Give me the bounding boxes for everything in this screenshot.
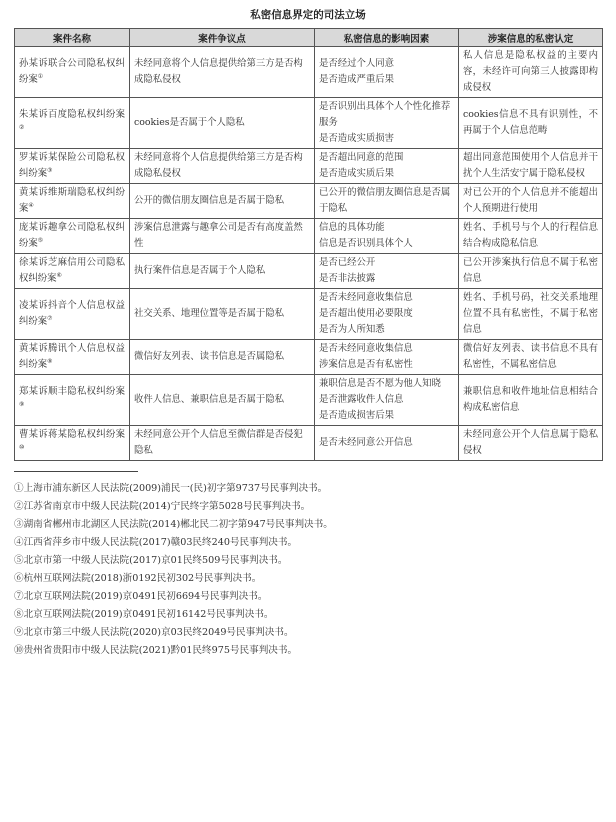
case-finding-cell: [459, 98, 603, 149]
case-issue-cell: [130, 219, 315, 254]
case-finding-cell: [459, 47, 603, 98]
factor-item: 是否未经同意公开信息: [319, 437, 413, 448]
case-name: 郑某诉顺丰隐私权纠纷案: [19, 386, 125, 397]
footnote-item: ②江苏省南京市中级人民法院(2014)宁民终字第5028号民事判决书。: [14, 501, 311, 512]
table-row: [15, 149, 603, 184]
footnote-list: [14, 480, 602, 660]
footnote-item: ④江西省萍乡市中级人民法院(2017)赣03民终240号民事判决书。: [14, 537, 298, 548]
case-finding-cell: [459, 426, 603, 461]
case-footnote-ref: ④: [28, 201, 34, 209]
case-factors-cell: [315, 98, 459, 149]
case-factors-cell: [315, 289, 459, 340]
case-factors-cell: [315, 340, 459, 375]
case-finding: 已公开涉案执行信息不属于私密信息: [463, 257, 598, 284]
case-issue: 收件人信息、兼职信息是否属于隐私: [134, 394, 285, 405]
table-row: [15, 426, 603, 461]
case-issue-cell: [130, 184, 315, 219]
table-header-row: [15, 29, 603, 47]
factor-item: 是否未经同意收集信息: [319, 292, 413, 303]
factor-item: 是否经过个人同意: [319, 58, 395, 69]
case-issue-cell: [130, 254, 315, 289]
header-factors: 私密信息的影响因素: [315, 29, 459, 47]
factor-item: 是否造成损害后果: [319, 410, 395, 421]
case-issue: 公开的微信朋友圈信息是否属于隐私: [134, 195, 285, 206]
case-issue-cell: [130, 375, 315, 426]
case-factors-cell: [315, 254, 459, 289]
case-name-cell: [15, 219, 130, 254]
case-issue: cookies是否属于个人隐私: [134, 117, 245, 128]
table-row: [15, 375, 603, 426]
case-name-cell: [15, 375, 130, 426]
case-issue: 社交关系、地理位置等是否属于隐私: [134, 308, 285, 319]
case-factors-cell: [315, 47, 459, 98]
table-row: [15, 184, 603, 219]
case-issue-cell: [130, 98, 315, 149]
case-finding-cell: [459, 375, 603, 426]
case-finding: 兼职信息和收件地址信息相结合构成私密信息: [463, 386, 598, 413]
case-finding: 对已公开的个人信息并不能超出个人预期进行使用: [463, 187, 598, 214]
factor-item: 信息是否识别具体个人: [319, 238, 413, 249]
footnote-item: ⑨北京市第三中级人民法院(2020)京03民终2049号民事判决书。: [14, 627, 294, 638]
header-finding: 涉案信息的私密认定: [459, 29, 603, 47]
case-footnote-ref: ⑥: [56, 271, 62, 279]
case-issue: 未经同意将个人信息提供给第三方是否构成隐私侵权: [134, 58, 303, 85]
factor-item: 是否识别出具体个人个性化推荐服务: [319, 101, 451, 128]
case-factors-cell: [315, 426, 459, 461]
case-name-cell: [15, 426, 130, 461]
factor-item: 是否超出同意的范围: [319, 152, 404, 163]
case-factors-cell: [315, 184, 459, 219]
factor-item: 是否泄露收件人信息: [319, 394, 404, 405]
case-factors-cell: [315, 149, 459, 184]
footnote-divider: [14, 471, 138, 472]
case-finding: 姓名、手机号与个人的行程信息结合构成隐私信息: [463, 222, 598, 249]
case-factors-cell: [315, 219, 459, 254]
case-finding: 未经同意公开个人信息属于隐私侵权: [463, 429, 598, 456]
case-name: 庞某诉趣拿公司隐私权纠纷案: [19, 222, 125, 249]
factor-item: 是否造成实质后果: [319, 168, 395, 179]
cases-table: [14, 28, 603, 461]
case-finding-cell: [459, 254, 603, 289]
case-issue-cell: [130, 289, 315, 340]
case-name-cell: [15, 340, 130, 375]
case-finding: cookies信息不具有识别性，不再属于个人信息范畴: [463, 109, 598, 136]
case-issue: 未经同意将个人信息提供给第三方是否构成隐私侵权: [134, 152, 303, 179]
footnote-item: ①上海市浦东新区人民法院(2009)浦民一(民)初字第9737号民事判决书。: [14, 483, 328, 494]
case-issue: 涉案信息泄露与趣拿公司是否有高度盖然性: [134, 222, 303, 249]
case-name: 朱某诉百度隐私权纠纷案: [19, 109, 125, 120]
case-finding: 超出同意范围使用个人信息并干扰个人生活安宁属于隐私侵权: [463, 152, 598, 179]
case-footnote-ref: ①: [37, 72, 44, 80]
factor-item: 是否超出使用必要限度: [319, 308, 413, 319]
footnote-item: ⑤北京市第一中级人民法院(2017)京01民终509号民事判决书。: [14, 555, 288, 566]
case-finding: 私人信息是隐私权益的主要内容，未经许可向第三人披露即构成侵权: [463, 50, 598, 93]
case-name: 凌某诉抖音个人信息权益纠纷案: [19, 300, 125, 327]
table-body: [15, 47, 603, 461]
case-footnote-ref: ③: [47, 166, 53, 174]
case-issue: 未经同意公开个人信息至微信群是否侵犯隐私: [134, 429, 303, 456]
factor-item: 是否造成严重后果: [319, 74, 395, 85]
table-row: [15, 47, 603, 98]
case-issue: 执行案件信息是否属于个人隐私: [134, 265, 266, 276]
factor-item: 是否未经同意收集信息: [319, 343, 413, 354]
case-name: 徐某诉芝麻信用公司隐私权纠纷案: [19, 257, 125, 284]
footnote-item: ⑦北京互联网法院(2019)京0491民初6694号民事判决书。: [14, 591, 268, 602]
case-issue-cell: [130, 149, 315, 184]
table-row: [15, 254, 603, 289]
case-finding-cell: [459, 184, 603, 219]
case-finding-cell: [459, 289, 603, 340]
table-row: [15, 219, 603, 254]
case-name: 黄某诉维斯瑞隐私权纠纷案: [19, 187, 125, 214]
case-name-cell: [15, 47, 130, 98]
header-dispute: 案件争议点: [130, 29, 315, 47]
factor-item: 信息的具体功能: [319, 222, 385, 233]
case-name-cell: [15, 184, 130, 219]
table-row: [15, 340, 603, 375]
case-finding: 微信好友列表、读书信息不具有私密性，不属私密信息: [463, 343, 598, 370]
case-name-cell: [15, 149, 130, 184]
factor-item: 涉案信息是否有私密性: [319, 359, 413, 370]
case-finding-cell: [459, 219, 603, 254]
case-name-cell: [15, 254, 130, 289]
case-finding-cell: [459, 149, 603, 184]
footnote-item: ③湖南省郴州市北湖区人民法院(2014)郴北民二初字第947号民事判决书。: [14, 519, 333, 530]
table-row: [15, 98, 603, 149]
case-footnote-ref: ⑤: [37, 236, 44, 244]
table-title: 私密信息界定的司法立场: [250, 9, 366, 21]
header-case-name: 案件名称: [15, 29, 130, 47]
factor-item: 是否已经公开: [319, 257, 376, 268]
table-row: [15, 289, 603, 340]
factor-item: 兼职信息是否不愿为他人知晓: [319, 378, 441, 389]
factor-item: 是否为人所知悉: [319, 324, 385, 335]
footnote-item: ⑧北京互联网法院(2019)京0491民初16142号民事判决书。: [14, 609, 274, 620]
case-issue-cell: [130, 426, 315, 461]
footnote-item: ⑥杭州互联网法院(2018)浙0192民初302号民事判决书。: [14, 573, 262, 584]
case-name-cell: [15, 289, 130, 340]
case-footnote-ref: ②: [19, 123, 25, 131]
case-footnote-ref: ⑦: [47, 314, 53, 322]
case-factors-cell: [315, 375, 459, 426]
factor-item: 是否造成实质损害: [319, 133, 395, 144]
footnote-item: ⑩贵州省贵阳市中级人民法院(2021)黔01民终975号民事判决书。: [14, 645, 298, 656]
case-finding: 姓名、手机号码，社交关系地理位置不具有私密性，不属于私密信息: [463, 292, 598, 335]
case-footnote-ref: ⑨: [19, 400, 25, 408]
case-name: 罗某诉某保险公司隐私权纠纷案: [19, 152, 125, 179]
case-footnote-ref: ⑧: [47, 357, 53, 365]
factor-item: 是否非法披露: [319, 273, 376, 284]
factor-item: 已公开的微信朋友圈信息是否属于隐私: [319, 187, 451, 214]
case-finding-cell: [459, 340, 603, 375]
case-footnote-ref: ⑩: [19, 443, 25, 451]
case-name: 曹某诉蒋某隐私权纠纷案: [19, 429, 125, 440]
case-name: 孙某诉联合公司隐私权纠纷案: [19, 58, 125, 85]
case-name-cell: [15, 98, 130, 149]
case-issue-cell: [130, 47, 315, 98]
case-issue: 微信好友列表、读书信息是否属隐私: [134, 351, 285, 362]
case-issue-cell: [130, 340, 315, 375]
case-name: 黄某诉腾讯个人信息权益纠纷案: [19, 343, 125, 370]
